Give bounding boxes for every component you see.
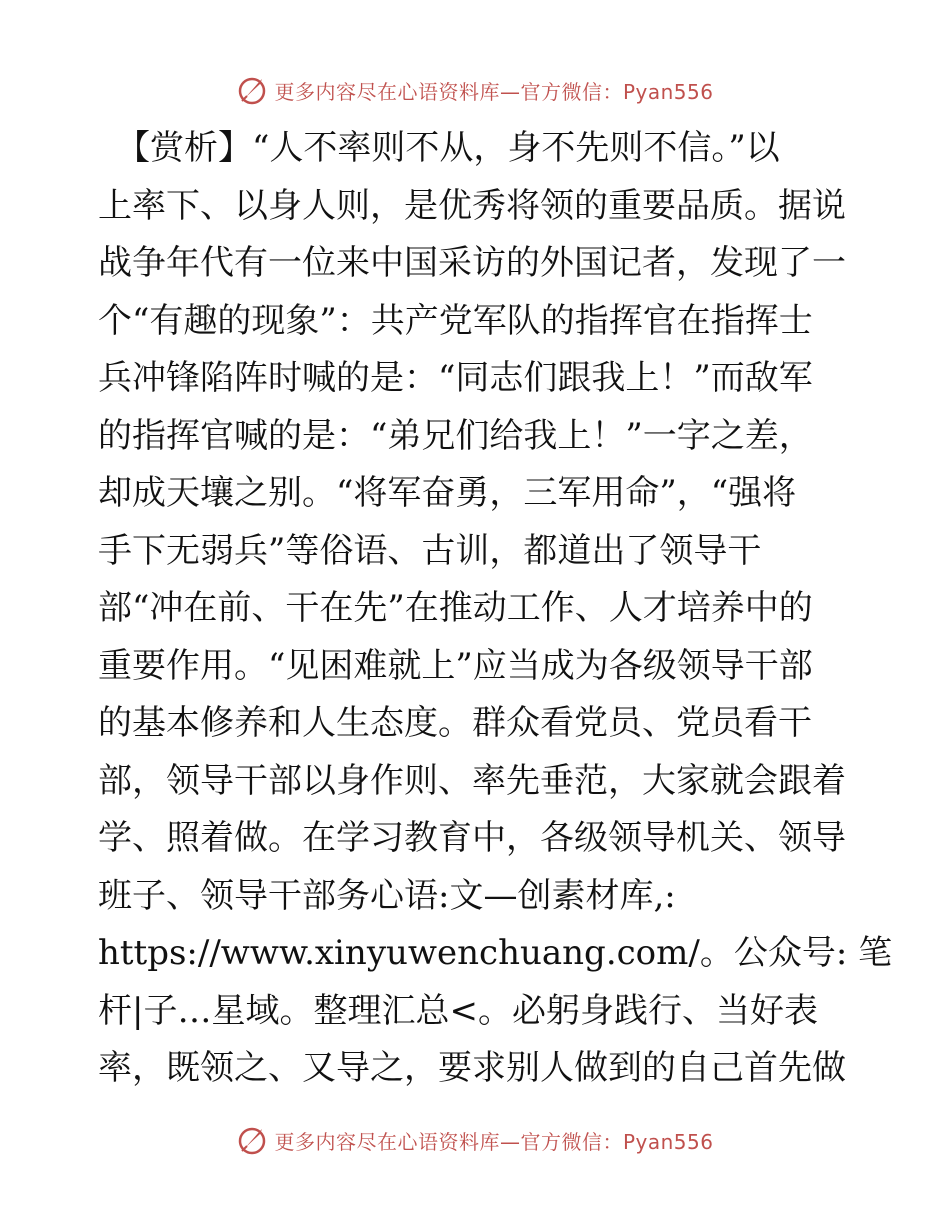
body-text-line: 战争年代有一位来中国采访的外国记者，发现了一	[98, 243, 846, 283]
body-text-line: 的基本修养和人生态度。群众看党员、党员看干	[98, 703, 812, 743]
body-text-line: 却成天壤之别。“将军奋勇，三军用命”，“强将	[98, 473, 797, 513]
body-text-line: 部“冲在前、干在先”在推动工作、人才培养中的	[98, 588, 813, 628]
body-text-line: 杆|子…星域。整理汇总<。必躬身践行、当好表	[98, 990, 818, 1031]
body-text-line: 上率下、以身人则，是优秀将领的重要品质。据说	[98, 185, 846, 226]
body-text-line: 班子、领导干部务心语:文—创素材库,:	[98, 875, 676, 916]
header-banner	[0, 70, 950, 110]
body-text-line: 重要作用。“见困难就上”应当成为各级领导干部	[98, 645, 813, 686]
body-text-line: 学、照着做。在学习教育中，各级领导机关、领导	[98, 818, 846, 858]
quill-pen-logo-icon	[236, 1124, 268, 1156]
body-text-line: 部，领导干部以身作则、率先垂范，大家就会跟着	[98, 760, 846, 801]
footer-banner-text: 更多内容尽在心语资料库—官方微信：Pyan556	[274, 1129, 714, 1154]
body-text-line: 率，既领之、又导之，要求别人做到的自己首先做	[98, 1048, 846, 1088]
quill-pen-logo-icon	[236, 74, 268, 106]
body-text-line: 手下无弱兵”等俗语、古训，都道出了领导干	[98, 530, 762, 571]
body-text-line: 【赏析】“人不率则不从，身不先则不信。”以	[116, 128, 780, 168]
body-text-line: 个“有趣的现象”：共产党军队的指挥官在指挥士	[98, 300, 813, 341]
article-body	[98, 120, 893, 1098]
body-text-line: https://www.xinyuwenchuang.com/。公众号: 笔	[98, 933, 893, 973]
body-text-line: 的指挥官喊的是：“弟兄们给我上！”一字之差，	[98, 415, 813, 456]
footer-banner	[0, 1120, 950, 1160]
header-banner-text: 更多内容尽在心语资料库—官方微信：Pyan556	[274, 79, 714, 104]
body-text-line: 兵冲锋陷阵时喊的是：“同志们跟我上！”而敌军	[98, 358, 813, 398]
